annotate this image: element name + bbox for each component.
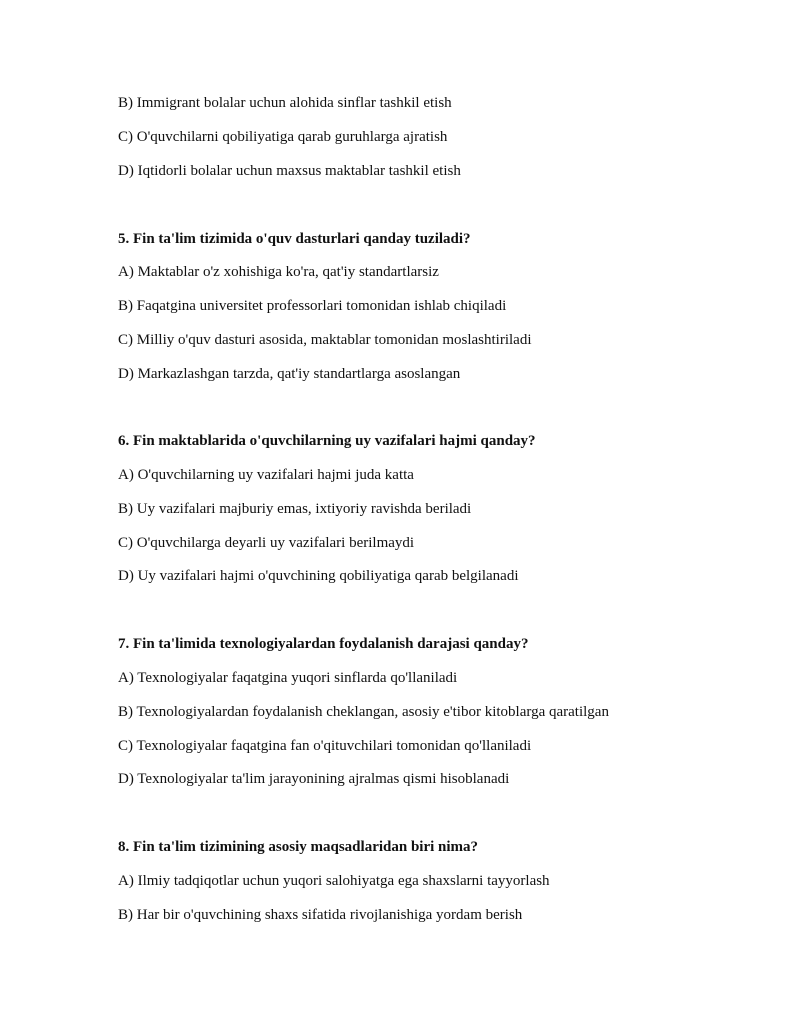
option-5a: A) Maktablar o'z xohishiga ko'ra, qat'iy standartlarsiz xyxy=(118,264,439,280)
option-8b: B) Har bir o'quvchining shaxs sifatida rivojlanishiga yordam berish xyxy=(118,907,523,923)
option-8a: A) Ilmiy tadqiqotlar uchun yuqori salohiyatga ega shaxslarni tayyorlash xyxy=(118,873,550,889)
option-6a: A) O'quvchilarning uy vazifalari hajmi juda katta xyxy=(118,467,414,483)
question-8: 8. Fin ta'lim tizimining asosiy maqsadlaridan biri nima? xyxy=(118,839,479,855)
option-5c: C) Milliy o'quv dasturi asosida, maktablar tomonidan moslashtiriladi xyxy=(118,332,532,348)
option-4b: B) Immigrant bolalar uchun alohida sinflar tashkil etish xyxy=(118,95,452,111)
option-7d: D) Texnologiyalar ta'lim jarayonining ajralmas qismi hisoblanadi xyxy=(118,771,510,787)
question-7: 7. Fin ta'limida texnologiyalardan foydalanish darajasi qanday? xyxy=(118,636,529,652)
option-7a: A) Texnologiyalar faqatgina yuqori sinflarda qo'llaniladi xyxy=(118,670,458,686)
option-5d: D) Markazlashgan tarzda, qat'iy standartlarga asoslangan xyxy=(118,366,461,382)
option-6b: B) Uy vazifalari majburiy emas, ixtiyoriy ravishda beriladi xyxy=(118,501,472,517)
option-4d: D) Iqtidorli bolalar uchun maxsus maktablar tashkil etish xyxy=(118,163,461,179)
question-5: 5. Fin ta'lim tizimida o'quv dasturlari qanday tuziladi? xyxy=(118,231,471,247)
option-7b: B) Texnologiyalardan foydalanish cheklangan, asosiy e'tibor kitoblarga qaratilgan xyxy=(118,704,609,720)
option-4c: C) O'quvchilarni qobiliyatiga qarab guruhlarga ajratish xyxy=(118,129,448,145)
option-6c: C) O'quvchilarga deyarli uy vazifalari berilmaydi xyxy=(118,535,415,551)
question-6: 6. Fin maktablarida o'quvchilarning uy vazifalari hajmi qanday? xyxy=(118,433,536,449)
option-6d: D) Uy vazifalari hajmi o'quvchining qobiliyatiga qarab belgilanadi xyxy=(118,568,519,584)
option-5b: B) Faqatgina universitet professorlari tomonidan ishlab chiqiladi xyxy=(118,298,507,314)
option-7c: C) Texnologiyalar faqatgina fan o'qituvchilari tomonidan qo'llaniladi xyxy=(118,738,532,754)
